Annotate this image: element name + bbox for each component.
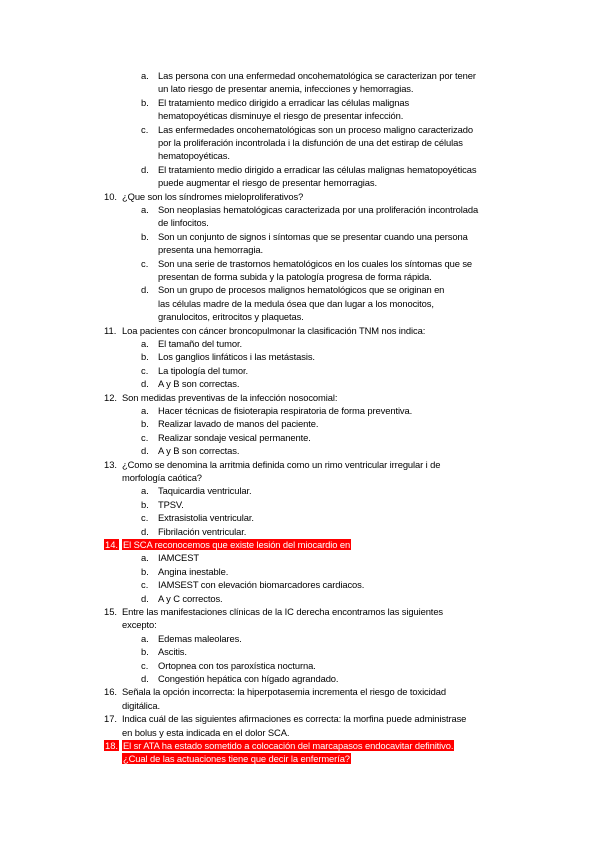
option-letter: a. (141, 204, 149, 215)
option-letter: a. (141, 405, 149, 416)
option-text: Ascitis. (158, 646, 187, 658)
question-text: excepto: (122, 619, 157, 631)
option-text: A y B son correctas. (158, 445, 240, 457)
option-letter: b. (141, 418, 149, 430)
question-text: El SCA reconocemos que existe lesión del miocardio en (123, 539, 351, 550)
question-text: digitálica. (122, 699, 160, 711)
option-text: Ortopnea con tos paroxística nocturna. (158, 659, 316, 671)
option-text: puede augmentar el riesgo de presentar hemorragias. (158, 177, 377, 189)
option-text: Congestión hepática con hígado agrandado. (158, 673, 339, 684)
option-text: de linfocitos. (158, 217, 209, 229)
option-text: El tratamiento medico dirigido a erradicar las células malignas (158, 96, 410, 108)
question-number: 10. (104, 190, 118, 202)
option-letter: b. (141, 96, 149, 108)
option-text: El tamaño del tumor. (158, 338, 242, 349)
option-letter: b. (141, 351, 149, 363)
question-number: 15. (104, 606, 118, 617)
option-letter: c. (141, 257, 149, 269)
option-text: Las persona con una enfermedad oncohematológica se caracterizan por tener (158, 70, 476, 81)
option-text: un lato riesgo de presentar anemia, infecciones y hemorragias. (158, 83, 414, 95)
option-text: Son un grupo de procesos malignos hematológicos que se originan en (158, 284, 445, 296)
question-number: 11. (104, 324, 117, 336)
option-letter: d. (141, 525, 149, 537)
question-text: Indica cuál de las siguientes afirmaciones es correcta: la morfina puede administrase (122, 713, 467, 725)
option-letter: c. (141, 431, 149, 443)
option-letter: a. (141, 485, 149, 497)
option-text: Edemas maleolares. (158, 632, 242, 644)
option-letter: a. (141, 338, 149, 349)
option-text: Hacer técnicas de fisioterapia respiratoria de forma preventiva. (158, 405, 413, 416)
option-letter: d. (141, 592, 149, 604)
option-letter: d. (141, 445, 149, 457)
option-letter: d. (141, 284, 149, 296)
option-text: Son neoplasias hematológicas caracterizada por una proliferación incontrolada (158, 204, 479, 215)
option-text: El tratamiento medio dirigido a erradicar las células malignas hematopoyéticas (158, 163, 477, 175)
question-number: 18. (105, 740, 119, 751)
option-text: presentan de forma subida y la patología progresa de forma rápida. (158, 271, 432, 282)
option-letter: d. (141, 378, 149, 390)
question-text: Loa pacientes con cáncer broncopulmonar la clasificación TNM nos indica: (122, 324, 426, 336)
option-text: Taquicardia ventricular. (158, 485, 252, 497)
question-text: ¿Como se denomina la arritmia definida como un rimo ventricular irregular i de (122, 458, 441, 470)
option-text: Angina inestable. (158, 565, 229, 577)
question-text: Señala la opción incorrecta: la hiperpotasemia incrementa el riesgo de toxicidad (122, 686, 446, 698)
option-text: Fibrilación ventricular. (158, 525, 247, 537)
option-text: Extrasistolia ventricular. (158, 512, 254, 524)
question-text: ¿Cual de las actuaciones tiene que decir la enfermería? (123, 753, 350, 765)
option-letter: b. (141, 230, 149, 242)
option-letter: c. (141, 659, 149, 671)
option-text: Son un conjunto de signos i síntomas que se presentar cuando una persona (158, 230, 468, 242)
option-text: A y C correctos. (158, 592, 223, 604)
question-number: 17. (104, 713, 118, 725)
question-number: 13. (104, 458, 118, 470)
option-letter: c. (141, 123, 149, 135)
option-letter: a. (141, 552, 149, 564)
question-text: Entre las manifestaciones clínicas de la IC derecha encontramos las siguientes (122, 606, 444, 617)
option-text: presenta una hemorragia. (158, 244, 263, 256)
option-text: Las enfermedades oncohematológicas son un proceso maligno caracterizado (158, 123, 473, 135)
question-text: en bolus y esta indicada en el dolor SCA. (122, 726, 290, 738)
option-letter: a. (141, 632, 149, 644)
option-text: TPSV. (158, 498, 184, 510)
question-text: Son medidas preventivas de la infección nosocomial: (122, 391, 338, 403)
option-letter: d. (141, 673, 149, 684)
option-text: Realizar sondaje vesical permanente. (158, 431, 311, 443)
option-text: Los ganglios linfáticos i las metástasis. (158, 351, 315, 363)
option-text: hematopoyéticas. (158, 150, 230, 162)
option-letter: c. (141, 512, 149, 524)
option-text: A y B son correctas. (158, 378, 240, 390)
option-letter: a. (141, 70, 149, 81)
option-text: las células madre de la medula ósea que dan lugar a los monocitos, (158, 297, 434, 309)
option-text: por la proliferación incontrolada i la disfunción de una det estirap de células (158, 137, 463, 148)
option-text: Realizar lavado de manos del paciente. (158, 418, 319, 430)
question-text: El sr ATA ha estado sometido a colocación del marcapasos endocavitar definitivo. (123, 740, 454, 751)
option-text: Son una serie de trastornos hematológicos en los cuales los síntomas que se (158, 257, 473, 269)
option-text: IAMSEST con elevación biomarcadores cardiacos. (158, 579, 365, 591)
option-letter: b. (141, 565, 149, 577)
option-letter: b. (141, 498, 149, 510)
option-letter: d. (141, 163, 149, 175)
option-text: IAMCEST (158, 552, 199, 564)
question-text: ¿Que son los síndromes mieloproliferativos? (122, 190, 304, 202)
question-number: 16. (104, 686, 118, 698)
option-letter: c. (141, 364, 149, 376)
option-letter: c. (141, 579, 149, 591)
question-number: 12. (104, 391, 118, 403)
option-letter: b. (141, 646, 149, 658)
question-number: 14. (105, 539, 119, 550)
question-text: morfología caótica? (122, 472, 202, 483)
option-text: hematopoyéticas disminuye el riesgo de presentar infección. (158, 110, 404, 122)
option-text: La tipología del tumor. (158, 364, 248, 376)
option-text: granulocitos, eritrocitos y plaquetas. (158, 311, 304, 323)
